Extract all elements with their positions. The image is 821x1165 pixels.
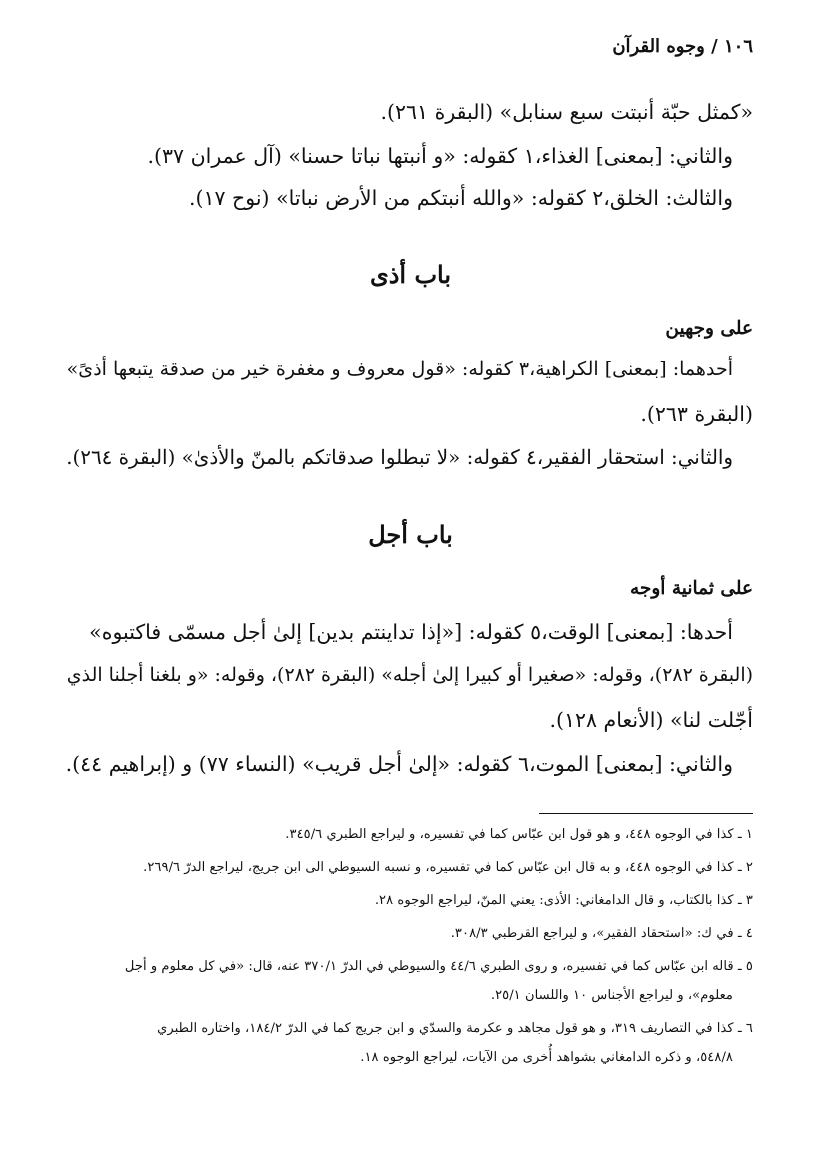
body-line: والثالث: الخلق،٢ كقوله: «والله أنبتكم من الأرض نباتا» (نوح ١٧). xyxy=(188,186,733,210)
body-line: والثاني: [بمعنى] الموت،٦ كقوله: «إلىٰ أجل قريب» (النساء ٧٧) و (إبراهيم ٤٤). xyxy=(65,752,733,776)
section-heading: باب أجل xyxy=(368,520,453,549)
body-line: والثاني: [بمعنى] الغذاء،١ كقوله: «و أنبتها نباتا حسنا» (آل عمران ٣٧). xyxy=(147,144,733,168)
footnote: ٥ ـ قاله ابن عبّاس كما في تفسيره، و روى الطبري ٤٤/٦ والسيوطي في الدرّ ٣٧٠/١ عنه، قال: «في كل معلوم و أجل xyxy=(124,959,753,974)
footnote: ٤ ـ في ك: «استحقاد الفقير»، و ليراجع القرطبي ٣٠٨/٣. xyxy=(450,926,753,941)
body-line: أجّلت لنا» (الأنعام ١٢٨). xyxy=(549,708,753,732)
running-header: ١٠٦ / وجوه القرآن xyxy=(612,36,753,57)
footnote-continuation: معلوم»، و ليراجع الأجناس ١٠ واللسان ٢٥/١. xyxy=(490,988,733,1003)
body-line: (البقرة ٢٦٣). xyxy=(640,402,753,426)
section-subheading: على ثمانية أوجه xyxy=(629,578,753,599)
footnote-divider xyxy=(539,813,753,814)
body-line: والثاني: استحقار الفقير،٤ كقوله: «لا تبطلوا صدقاتكم بالمنّ والأذىٰ» (البقرة ٢٦٤). xyxy=(66,446,733,469)
footnote-continuation: ٥٤٨/٨، و ذكره الدامغاني بشواهد أُخرى من الآيات، ليراجع الوجوه ١٨. xyxy=(360,1050,733,1065)
section-subheading: على وجهين xyxy=(665,318,753,339)
body-line: «كمثل حبّة أنبتت سبع سنابل» (البقرة ٢٦١). xyxy=(380,100,753,124)
footnote: ٦ ـ كذا في التصاريف ٣١٩، و هو قول مجاهد و عكرمة والسدّي و ابن جريج كما في الدرّ ١٨٤/٢، واختاره الطبري xyxy=(157,1021,753,1036)
footnote: ٣ ـ كذا بالكتاب، و قال الدامغاني: الأذى: يعني المنّ، ليراجع الوجوه ٢٨. xyxy=(374,893,753,908)
body-line: (البقرة ٢٨٢)، وقوله: «صغيرا أو كبيرا إلىٰ أجله» (البقرة ٢٨٢)، وقوله: «و بلغنا أجلنا الذي xyxy=(66,664,753,686)
footnote: ١ ـ كذا في الوجوه ٤٤٨، و هو قول ابن عبّاس كما في تفسيره، و ليراجع الطبري ٣٤٥/٦. xyxy=(285,827,753,842)
footnote: ٢ ـ كذا في الوجوه ٤٤٨، و به قال ابن عبّاس كما في تفسيره، و نسبه السيوطي الى ابن جريج، ليراجع الدرّ ٢٦٩/٦. xyxy=(143,860,753,875)
body-line: أحدها: [بمعنى] الوقت،٥ كقوله: [«إذا تداينتم بدين] إلىٰ أجل مسمّى فاكتبوه» xyxy=(89,620,733,644)
section-heading: باب أذى xyxy=(369,260,452,289)
body-line: أحدهما: [بمعنى] الكراهية،٣ كقوله: «قول معروف و مغفرة خير من صدقة يتبعها أذىً» xyxy=(66,358,733,380)
